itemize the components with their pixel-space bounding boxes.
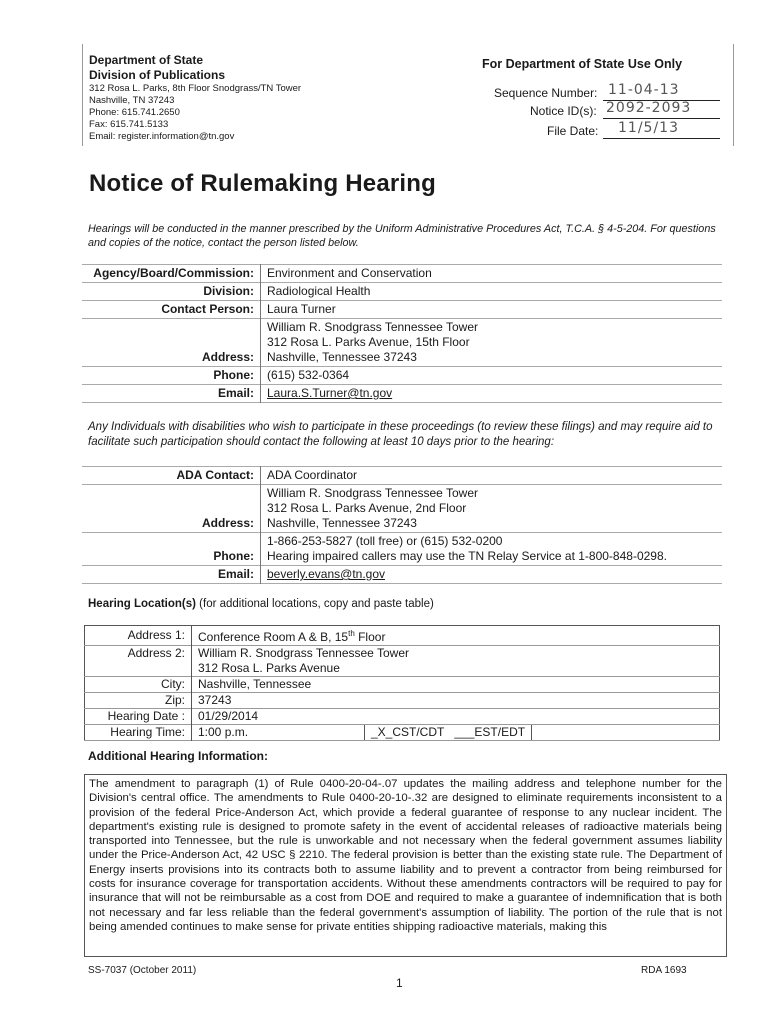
address1-value — [192, 626, 720, 646]
zip-label: Zip: — [85, 693, 192, 709]
dept-phone: Phone: 615.741.2650 — [89, 107, 180, 118]
address-line: Nashville, Tennessee 37243 — [267, 516, 417, 530]
time-value: 1:00 p.m. — [198, 725, 249, 739]
ada-phone-value — [261, 533, 723, 566]
time-label: Hearing Time: — [85, 725, 192, 741]
address1-tail: Floor — [354, 630, 386, 644]
notice-value: 2092-2093 — [606, 100, 692, 116]
date-row — [85, 709, 720, 725]
phone-line: 1-866-253-5827 (toll free) or (615) 532-0200 — [267, 534, 503, 548]
address-line: William R. Snodgrass Tennessee Tower — [267, 486, 478, 500]
address-row — [82, 319, 722, 367]
address-line: 312 Rosa L. Parks Avenue, 15th Floor — [267, 335, 470, 349]
phone-label: Phone: — [82, 367, 261, 385]
address-line: 312 Rosa L. Parks Avenue, 2nd Floor — [267, 501, 467, 515]
address1-text: Conference Room A & B, 15 — [198, 630, 349, 644]
file-date-value: 11/5/13 — [618, 120, 679, 136]
dept-address-line1: 312 Rosa L. Parks, 8th Floor Snodgrass/TN Tower — [89, 83, 302, 94]
contact-value: Laura Turner — [267, 302, 336, 316]
date-label: Hearing Date : — [85, 709, 192, 725]
dept-fax: Fax: 615.741.5133 — [89, 119, 169, 130]
ada-address-row — [82, 485, 722, 533]
page-number: 1 — [396, 976, 403, 990]
ada-email-row — [82, 566, 722, 584]
additional-heading: Additional Hearing Information: — [88, 749, 268, 763]
address2-label: Address 2: — [85, 646, 192, 677]
additional-text: The amendment to paragraph (1) of Rule 0400-20-04-.07 updates the mailing address and telephone number for the Division's central office. The amendments to Rule 0400-20-10-.32 are designed to eliminate requirements inconsistent to a provision of the federal Price-Anderson Act, which provide a federal guarantee of response to any nuclear incident. The department's existing rule is designed to promote safety in the event of accidental releases of radioactive materials being transported into Tennessee, but the rule is unworkable and not necessary when the federal government assumes liability under the Price-Anderson Act, 42 USC § 2210. The federal provision is better than the existing state rule. The Department of Energy inserts provisions into its contracts both to assume liability and to prevent a contractor from being reimbursed for costs for insurance coverage for transportation accidents. Without these amendments contractors will be required to pay for insurance that will not be reimbursable as a cost from DOE and required to make a guarantee of indemnification that is both not necessary and far less reliable than the federal government's assumption of liability. The portion of the rule that is not being amended continues to make sense for private entities shipping radioactive materials, making this — [84, 774, 727, 957]
time-cell — [192, 725, 720, 741]
ada-phone-label: Phone: — [82, 533, 261, 566]
address1-sup: th — [348, 629, 355, 638]
page-title: Notice of Rulemaking Hearing — [89, 170, 436, 197]
address1-row — [85, 626, 720, 646]
department-block — [89, 53, 301, 143]
division-name: Division of Publications — [89, 68, 226, 82]
email-link[interactable]: Laura.S.Turner@tn.gov — [267, 386, 393, 400]
ada-email-label: Email: — [82, 566, 261, 584]
contact-label: Contact Person: — [82, 301, 261, 319]
phone-row — [82, 367, 722, 385]
ada-contact-value: ADA Coordinator — [267, 468, 358, 482]
division-label: Division: — [82, 283, 261, 301]
division-row — [82, 283, 722, 301]
tz-est: ___EST/EDT — [454, 725, 532, 740]
dept-address-line2: Nashville, TN 37243 — [89, 95, 175, 106]
address-line: Nashville, Tennessee 37243 — [267, 350, 417, 364]
agency-value: Environment and Conservation — [267, 266, 432, 280]
intro-text: Hearings will be conducted in the manner prescribed by the Uniform Administrative Procedures Act, T.C.A. § 4-5-204. For questions and copies of the notice, contact the person listed below. — [88, 223, 716, 249]
time-row — [85, 725, 720, 741]
agency-table — [82, 264, 722, 403]
location-table — [84, 625, 720, 741]
address-value — [261, 319, 723, 367]
address2-value — [192, 646, 720, 677]
dept-email: Email: register.information@tn.gov — [89, 131, 235, 142]
locations-heading: Hearing Location(s) — [88, 598, 196, 610]
email-row — [82, 385, 722, 403]
department-name: Department of State — [89, 53, 204, 67]
phone-line: Hearing impaired callers may use the TN Relay Service at 1-800-848-0298. — [267, 549, 667, 563]
ada-contact-label: ADA Contact: — [82, 467, 261, 485]
email-label: Email: — [82, 385, 261, 403]
file-date-label: File Date: — [547, 124, 599, 138]
ada-phone-row — [82, 533, 722, 566]
notice-label: Notice ID(s): — [530, 104, 597, 118]
division-value: Radiological Health — [267, 284, 371, 298]
sequence-value: 11-04-13 — [608, 82, 680, 98]
ada-address-label: Address: — [82, 485, 261, 533]
rda-number: RDA 1693 — [641, 965, 687, 976]
address-label: Address: — [82, 319, 261, 367]
city-label: City: — [85, 677, 192, 693]
tz-cst: _X_CST/CDT — [364, 725, 444, 740]
contact-row — [82, 301, 722, 319]
address1-label: Address 1: — [85, 626, 192, 646]
agency-label: Agency/Board/Commission: — [82, 265, 261, 283]
ada-note: Any Individuals with disabilities who wish to participate in these proceedings (to review these filings) and may require aid to facilitate such participation should contact the following at least 10 days prior to the hearing: — [88, 421, 713, 448]
address-line: William R. Snodgrass Tennessee Tower — [267, 320, 478, 334]
ada-contact-row — [82, 467, 722, 485]
zip-row — [85, 693, 720, 709]
address2-line: William R. Snodgrass Tennessee Tower — [198, 646, 409, 660]
form-id: SS-7037 (October 2011) — [88, 965, 197, 976]
locations-note: (for additional locations, copy and paste table) — [195, 598, 434, 610]
city-row — [85, 677, 720, 693]
phone-value: (615) 532-0364 — [267, 368, 350, 382]
locations-heading-row — [88, 598, 434, 610]
address2-line: 312 Rosa L. Parks Avenue — [198, 661, 340, 675]
date-value: 01/29/2014 — [198, 709, 259, 723]
ada-email-link[interactable]: beverly.evans@tn.gov — [267, 567, 386, 581]
zip-value: 37243 — [198, 693, 232, 707]
use-only-heading: For Department of State Use Only — [482, 57, 683, 71]
address2-row — [85, 646, 720, 677]
city-value: Nashville, Tennessee — [198, 677, 312, 691]
agency-row — [82, 265, 722, 283]
ada-address-value — [261, 485, 723, 533]
sequence-label: Sequence Number: — [494, 86, 598, 100]
ada-table — [82, 466, 722, 584]
